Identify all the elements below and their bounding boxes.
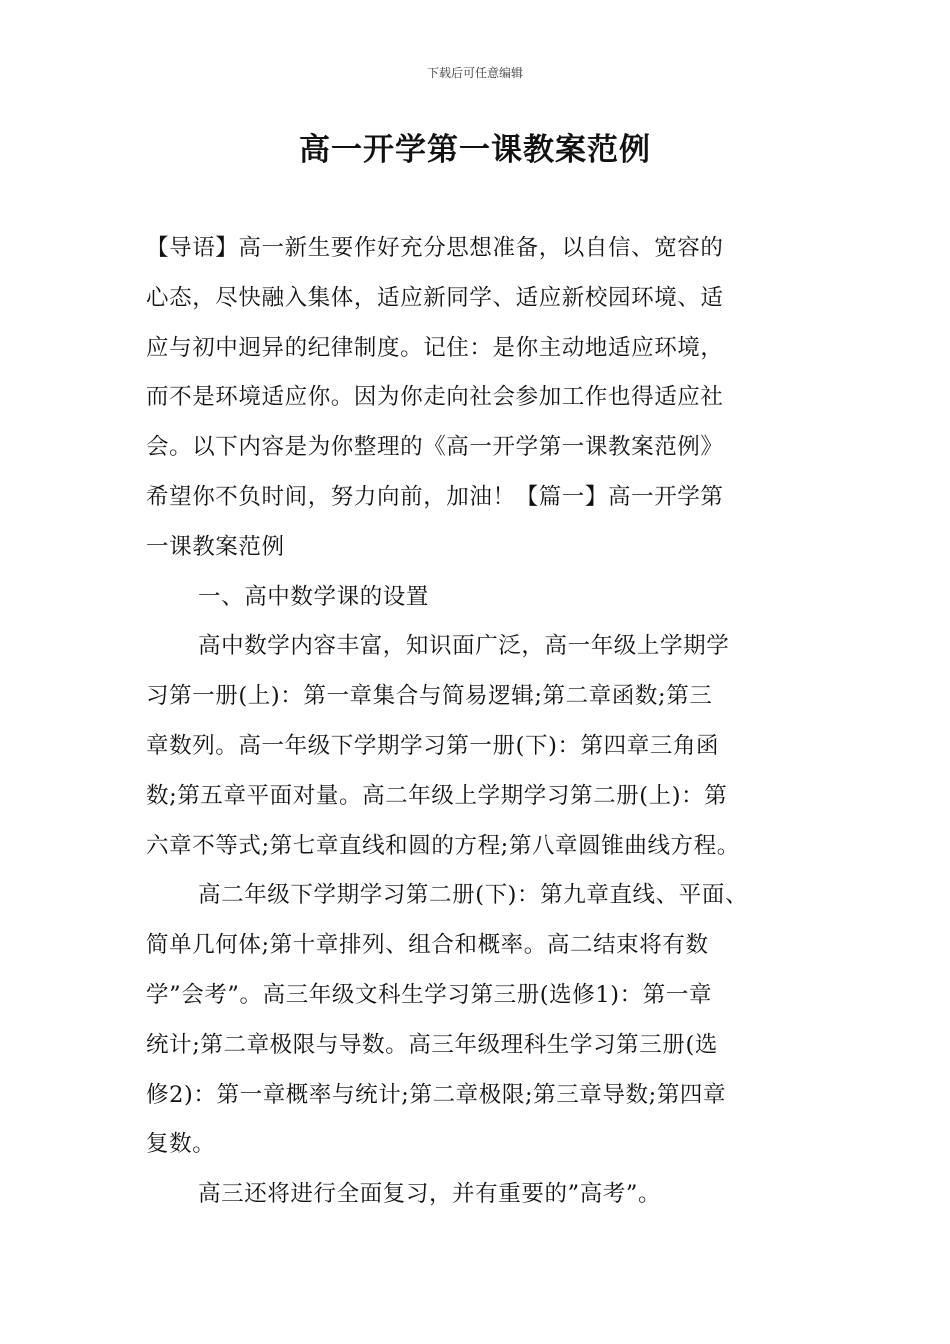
text-line: 习第一册(上)：第一章集合与简易逻辑;第二章函数;第三 <box>146 683 713 710</box>
text-line: 数;第五章平面对量。高二年级上学期学习第二册(上)：第 <box>146 782 728 809</box>
text-line: 六章不等式;第七章直线和圆的方程;第八章圆锥曲线方程。 <box>146 832 740 859</box>
text-line: 高中数学内容丰富，知识面广泛，高一年级上学期学 <box>198 633 730 660</box>
text-line: 会。以下内容是为你整理的《高一开学第一课教案范例》 <box>146 434 724 461</box>
text-line: 一课教案范例 <box>146 533 285 560</box>
text-line: 应与初中迥异的纪律制度。记住：是你主动地适应环境， <box>146 334 724 361</box>
text-line: 简单几何体;第十章排列、组合和概率。高二结束将有数 <box>146 932 709 959</box>
text-line: 希望你不负时间，努力向前，加油！【篇一】高一开学第 <box>146 483 724 510</box>
paragraph-curriculum-1-continued <box>146 672 826 871</box>
section-heading-1 <box>146 573 826 623</box>
text-line: 一、高中数学课的设置 <box>198 583 430 610</box>
paragraph-intro <box>146 224 826 573</box>
document-title: 高一开学第一课教案范例 <box>299 132 651 168</box>
text-line: 而不是环境适应你。因为你走向社会参加工作也得适应社 <box>146 384 724 411</box>
text-line: 统计;第二章极限与导数。高三年级理科生学习第三册(选 <box>146 1031 718 1058</box>
header-note: 下载后可任意编辑 <box>426 66 523 80</box>
text-line: 高三还将进行全面复习，并有重要的”高考”。 <box>198 1181 662 1208</box>
text-line: 复数。 <box>146 1131 216 1158</box>
paragraph-curriculum-2 <box>146 871 826 921</box>
text-line: 【导语】高一新生要作好充分思想准备，以自信、宽容的 <box>146 235 724 261</box>
paragraph-curriculum-2-continued <box>146 921 826 1170</box>
text-line: 高二年级下学期学习第二册(下)：第九章直线、平面、 <box>198 882 749 909</box>
document-body <box>146 224 826 1220</box>
text-line: 修2)：第一章概率与统计;第二章极限;第三章导数;第四章 <box>146 1081 727 1108</box>
text-line: 学”会考”。高三年级文科生学习第三册(选修1)：第一章 <box>146 981 713 1008</box>
paragraph-curriculum-1 <box>146 622 826 672</box>
paragraph-review <box>146 1170 826 1220</box>
text-line: 心态，尽快融入集体，适应新同学、适应新校园环境、适 <box>146 284 724 311</box>
text-line: 章数列。高一年级下学期学习第一册(下)：第四章三角函 <box>146 732 720 759</box>
